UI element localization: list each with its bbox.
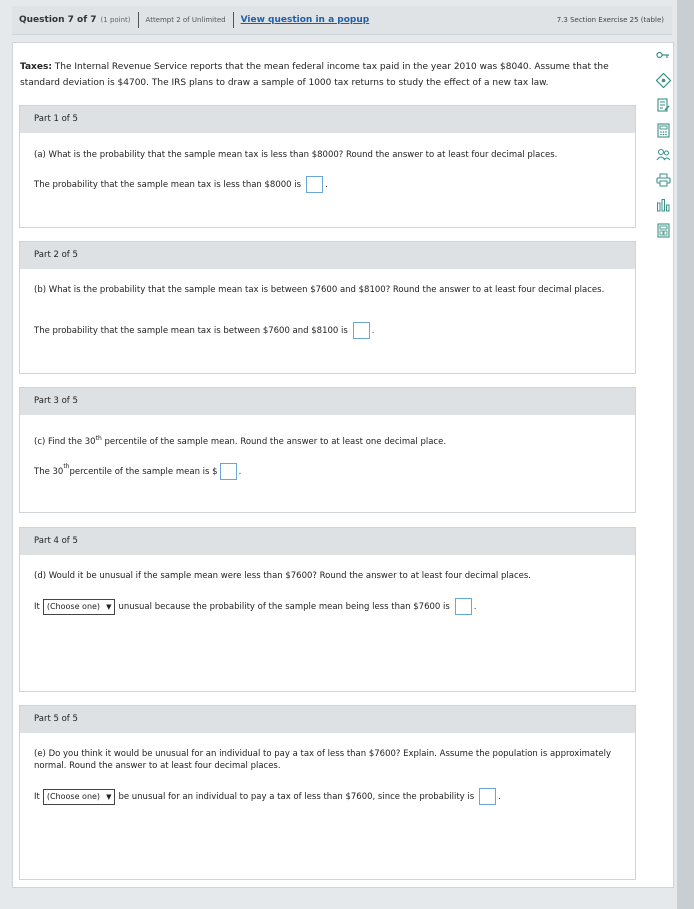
answer-input[interactable] — [220, 463, 237, 480]
superscript: th — [95, 435, 102, 442]
divider — [138, 12, 139, 28]
question-number: Question 7 of 7 — [19, 15, 97, 25]
part-answer — [34, 463, 241, 480]
part-title: Part 5 of 5 — [20, 706, 635, 733]
part-1 — [19, 105, 636, 228]
table-icon[interactable] — [655, 222, 671, 238]
divider — [233, 12, 234, 28]
eye-icon[interactable] — [655, 72, 671, 88]
answer-text: unusual because the probability of the sample mean being less than $7600 is — [118, 601, 450, 612]
part-answer — [34, 322, 375, 339]
part-title: Part 2 of 5 — [20, 242, 635, 269]
answer-text: be unusual for an individual to pay a tax of less than $7600, since the probability is — [118, 791, 475, 802]
answer-period: . — [498, 791, 501, 802]
answer-input[interactable] — [479, 788, 496, 805]
part-question: (b) What is the probability that the sample mean tax is between $7600 and $8100? Round the answer to at least four decimal places. — [34, 285, 605, 295]
answer-text: The probability that the sample mean tax is between $7600 and $8100 is — [34, 325, 348, 336]
answer-text: It — [34, 601, 40, 612]
part-title: Part 1 of 5 — [20, 106, 635, 133]
answer-period: . — [473, 601, 477, 612]
part-question: (d) Would it be unusual if the sample mean were less than $7600? Round the answer to at least four decimal places. — [34, 571, 531, 581]
problem-statement — [20, 59, 620, 91]
answer-text: percentile of the sample mean is $ — [69, 466, 218, 477]
part-title: Part 3 of 5 — [20, 388, 635, 415]
part-5 — [19, 705, 636, 880]
question-points: (1 point) — [100, 16, 131, 24]
key-icon[interactable] — [655, 47, 671, 63]
part-answer — [34, 176, 328, 193]
answer-input[interactable] — [306, 176, 323, 193]
choose-dropdown[interactable] — [43, 599, 116, 615]
scrollbar[interactable] — [677, 0, 694, 909]
part-2 — [19, 241, 636, 374]
part-3 — [19, 387, 636, 513]
part-answer — [34, 598, 477, 615]
part-title: Part 4 of 5 — [20, 528, 635, 555]
dropdown-value: (Choose one) — [46, 602, 101, 611]
question-text: (c) Find the 30 — [34, 436, 96, 447]
attempt-count: Attempt 2 of Unlimited — [145, 16, 226, 24]
answer-period: . — [325, 179, 328, 190]
answer-text: It — [34, 791, 40, 802]
dropdown-value: (Choose one) — [46, 792, 101, 801]
section-label: 7.3 Section Exercise 25 (table) — [556, 16, 664, 24]
problem-lead: Taxes: — [20, 62, 52, 72]
printer-icon[interactable] — [655, 172, 671, 188]
answer-text: The 30 — [34, 466, 64, 477]
part-answer — [34, 788, 501, 805]
popup-link[interactable]: View question in a popup — [240, 15, 370, 25]
part-question — [34, 433, 614, 448]
part-question: (e) Do you think it would be unusual for an individual to pay a tax of less than $7600? Explain. Assume the population is approximately normal. Round the answer to at least four decimal places. — [34, 749, 612, 771]
answer-period: . — [238, 466, 242, 477]
question-header — [12, 6, 672, 35]
question-text: percentile of the sample mean. Round the answer to at least one decimal place. — [101, 436, 447, 447]
superscript: th — [63, 463, 70, 470]
question-panel — [12, 42, 674, 888]
problem-text: The Internal Revenue Service reports that the mean federal income tax paid in the year 2010 was $8040. Assume that the standard deviation is $4700. The IRS plans to draw a sample of 1000 tax returns to study the effect of a new tax law. — [20, 62, 609, 88]
notes-icon[interactable] — [655, 97, 671, 113]
chevron-down-icon: ▼ — [106, 792, 112, 801]
answer-period: . — [371, 325, 375, 336]
answer-text: The probability that the sample mean tax is less than $8000 is — [34, 179, 302, 190]
answer-input[interactable] — [455, 598, 472, 615]
chart-icon[interactable] — [655, 197, 671, 213]
choose-dropdown[interactable] — [43, 789, 116, 805]
chevron-down-icon: ▼ — [106, 602, 112, 611]
calculator-icon[interactable] — [655, 122, 671, 138]
answer-input[interactable] — [353, 322, 370, 339]
people-icon[interactable] — [655, 147, 671, 163]
part-4 — [19, 527, 636, 692]
part-question: (a) What is the probability that the sample mean tax is less than $8000? Round the answer to at least four decimal places. — [34, 150, 558, 160]
